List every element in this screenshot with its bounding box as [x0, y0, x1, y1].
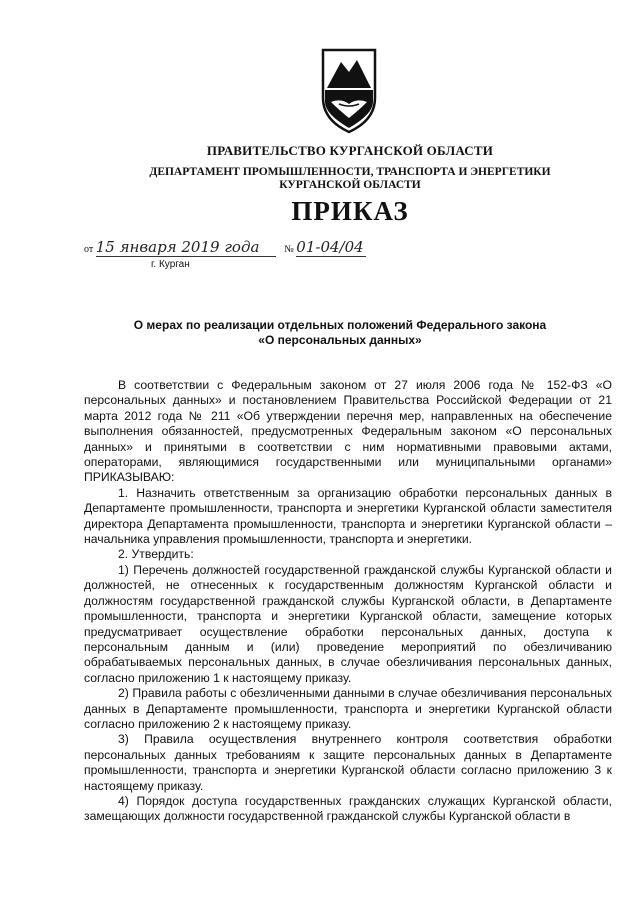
- paragraph-subitem-2: 2) Правила работы с обезличенными данными в случае обезличивания персональных данных в Департаменте промышленности, транспорта и энергетики Курганской области согласно приложению 2 к настоящему приказу.: [84, 686, 612, 731]
- handwritten-date: 15 января 2019 года: [95, 238, 260, 256]
- title-line-2: «О персональных данных»: [258, 333, 422, 347]
- city-label: г. Курган: [151, 259, 190, 270]
- title-line-1: О мерах по реализации отдельных положений Федерального закона: [133, 318, 547, 332]
- paragraph-preamble: В соответствии с Федеральным законом от 27 июля 2006 года № 152-ФЗ «О персональных данных» и постановлением Правительства Российской Федерации от 21 марта 2012 года № 211 «Об утверждении перечня мер, направленных на обеспечение выполнения обязанностей, предусмотренных Федеральным законом «О персональных данных» и принятыми в соответствии с ним нормативными правовыми актами, операторами, являющимися государственными или муниципальными органами» ПРИКАЗЫВАЮ:: [84, 378, 612, 485]
- date-field: [96, 238, 276, 257]
- department-line-2: КУРГАНСКОЙ ОБЛАСТИ: [279, 179, 421, 191]
- paragraph-item-1: 1. Назначить ответственным за организацию обработки персональных данных в Департаменте промышленности, транспорта и энергетики Курганской области заместителя директора Департамента промышленности, транспорта и энергетики Курганской области – начальника управления промышленности, транспорта и энергетики.: [84, 485, 612, 547]
- date-number-line: [84, 238, 366, 257]
- from-label: от: [84, 244, 94, 255]
- handwritten-number: 01-04/04: [296, 238, 364, 256]
- document-type-heading: ПРИКАЗ: [291, 196, 409, 226]
- paragraph-subitem-4: 4) Порядок доступа государственных гражданских служащих Курганской области, замещающих должности государственной гражданской службы Курганской области в: [84, 793, 612, 824]
- department-line-1: ДЕПАРТАМЕНТ ПРОМЫШЛЕННОСТИ, ТРАНСПОРТА И ЭНЕРГЕТИКИ: [149, 166, 551, 178]
- department-name: [30, 166, 640, 192]
- number-field: [296, 238, 366, 257]
- paragraph-subitem-3: 3) Правила осуществления внутреннего контроля соответствия обработки персональных данных требованиям к защите персональных данных в Департаменте промышленности, транспорта и энергетики Курганской области согласно приложению 3 к настоящему приказу.: [84, 732, 612, 793]
- number-label: №: [284, 244, 294, 255]
- coat-of-arms-emblem: [319, 48, 379, 134]
- paragraph-item-2: 2. Утвердить:: [118, 547, 194, 562]
- paragraph-subitem-1: 1) Перечень должностей государственной гражданской службы Курганской области и должностей, не отнесенных к государственным должностям Курганской области и должностям государственной гражданской службы Курганской области, в Департаменте промышленности, транспорта и энергетики Курганской области, замещение которых предусматривает осуществление обработки персональных данных, доступа к персональным данным и (или) проведение мероприятий по обезличиванию обрабатываемых персональных данных, в случае обезличивания персональных данных, согласно приложению 1 к настоящему приказу.: [84, 562, 612, 685]
- document-body: [84, 378, 612, 825]
- government-name: ПРАВИТЕЛЬСТВО КУРГАНСКОЙ ОБЛАСТИ: [206, 143, 494, 158]
- document-title: [100, 318, 580, 348]
